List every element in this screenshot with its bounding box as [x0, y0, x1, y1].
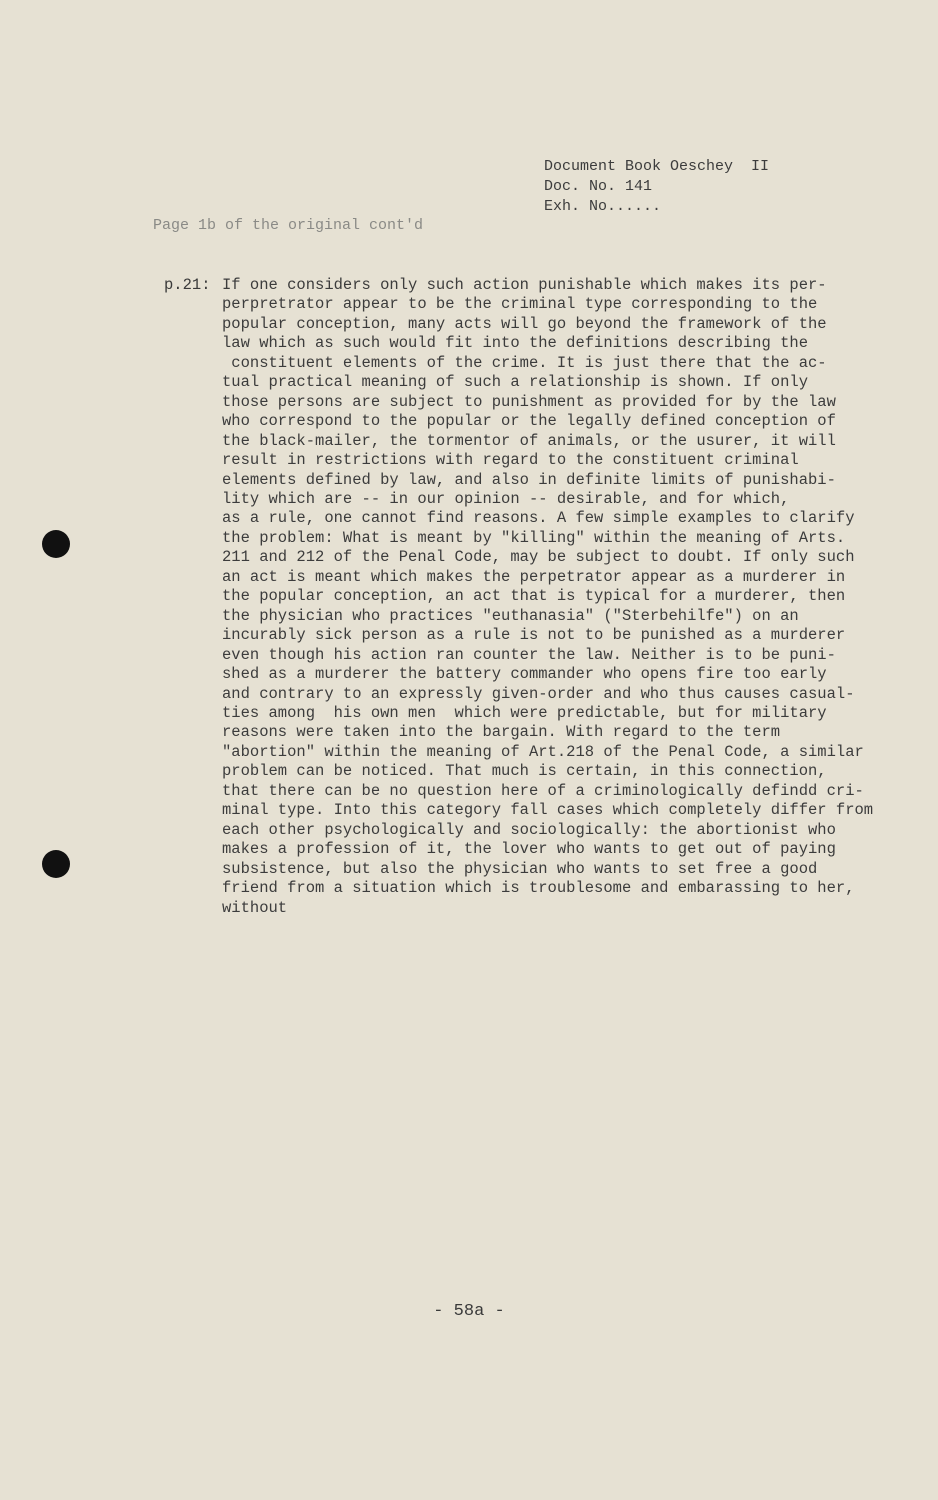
body-line: that there can be no question here of a criminologically defindd cri-	[222, 781, 864, 800]
body-line: who correspond to the popular or the legally defined conception of	[222, 412, 836, 431]
body-line: an act is meant which makes the perpetrator appear as a murderer in	[222, 567, 846, 586]
body-line: lity which are -- in our opinion -- desirable, and for which,	[222, 489, 790, 508]
document-header	[544, 157, 769, 217]
body-line: as a rule, one cannot find reasons. A few simple examples to clarify	[222, 509, 855, 528]
doc-number-line: Doc. No. 141	[544, 178, 653, 195]
body-line: perpretrator appear to be the criminal type corresponding to the	[222, 295, 818, 314]
body-line: subsistence, but also the physician who wants to set free a good	[222, 859, 818, 878]
body-line: without	[222, 898, 288, 917]
body-line: the popular conception, an act that is typical for a murderer, then	[222, 587, 846, 606]
body-line: the physician who practices "euthanasia" ("Sterbehilfe") on an	[222, 606, 799, 625]
body-text	[222, 276, 912, 918]
body-line: shed as a murderer the battery commander who opens fire too early	[222, 665, 827, 684]
punch-hole	[42, 530, 70, 558]
body-line: ties among his own men which were predictable, but for military	[222, 703, 827, 722]
body-line: law which as such would fit into the definitions describing the	[222, 334, 808, 353]
body-line: even though his action ran counter the law. Neither is to be puni-	[222, 645, 836, 664]
paragraph-marker: p.21:	[164, 276, 211, 294]
body-line: "abortion" within the meaning of Art.218 of the Penal Code, a similar	[222, 742, 864, 761]
body-line: result in restrictions with regard to the constituent criminal	[222, 451, 799, 470]
body-line: popular conception, many acts will go beyond the framework of the	[222, 314, 827, 333]
punch-hole	[42, 850, 70, 878]
body-line: the problem: What is meant by "killing" within the meaning of Arts.	[222, 528, 846, 547]
body-line: the black-mailer, the tormentor of animals, or the usurer, it will	[222, 431, 836, 450]
body-line: elements defined by law, and also in definite limits of punishabi-	[222, 470, 836, 489]
page-reference: Page 1b of the original cont'd	[153, 217, 424, 234]
body-line: reasons were taken into the bargain. With regard to the term	[222, 723, 781, 742]
exhibit-number-line: Exh. No......	[544, 198, 662, 215]
page-number: - 58a -	[433, 1302, 505, 1321]
body-line: constituent elements of the crime. It is just there that the ac-	[222, 353, 827, 372]
body-line: friend from a situation which is troublesome and embarassing to her,	[222, 879, 855, 898]
body-line: each other psychologically and sociologically: the abortionist who	[222, 820, 836, 839]
body-line: tual practical meaning of such a relationship is shown. If only	[222, 373, 808, 392]
body-line: minal type. Into this category fall cases which completely differ from	[222, 801, 874, 820]
body-line: incurably sick person as a rule is not to be punished as a murderer	[222, 626, 846, 645]
body-line: those persons are subject to punishment as provided for by the law	[222, 392, 836, 411]
body-line: problem can be noticed. That much is certain, in this connection,	[222, 762, 827, 781]
body-line: If one considers only such action punishable which makes its per-	[222, 276, 827, 294]
body-line: and contrary to an expressly given-order and who thus causes casual-	[222, 684, 855, 703]
document-book-line: Document Book Oeschey II	[544, 158, 770, 175]
body-line: makes a profession of it, the lover who wants to get out of paying	[222, 840, 836, 859]
body-line: 211 and 212 of the Penal Code, may be subject to doubt. If only such	[222, 548, 855, 567]
